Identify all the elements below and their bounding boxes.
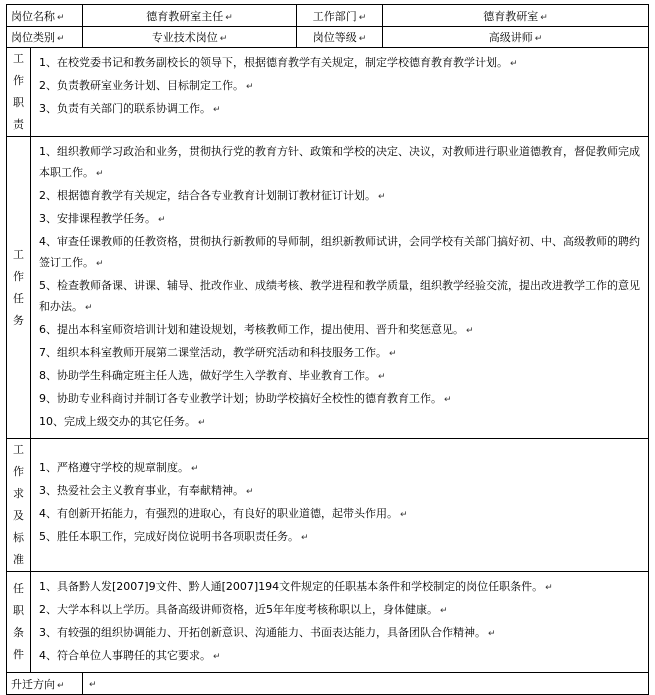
- task-item: 6、提出本科室师资培训计划和建设规划，考核教师工作，提出使用、晋升和奖惩意见。 ↵: [39, 323, 474, 336]
- post-name-label: 岗位名称: [11, 9, 55, 23]
- requirement-item: 1、严格遵守学校的规章制度。 ↵: [39, 461, 199, 474]
- dept-value-cell: 德育教研室 ↵: [383, 5, 649, 27]
- requirement-item: 5、胜任本职工作，完成好岗位说明书各项职责任务。 ↵: [39, 530, 309, 543]
- task-item: 7、组织本科室教师开展第二课堂活动，教学研究活动和科技服务工作。 ↵: [39, 346, 397, 359]
- task-item: 2、根据德育教学有关规定，结合各专业教育计划制订教材征订计划。 ↵: [39, 189, 386, 202]
- post-name-value-cell: 德育教研室主任 ↵: [83, 5, 297, 27]
- task-item: 10、完成上级交办的其它任务。 ↵: [39, 415, 206, 428]
- duties-content-cell: [31, 48, 649, 137]
- category-value-cell: 专业技术岗位 ↵: [83, 27, 297, 48]
- category-label: 岗位类别: [11, 31, 55, 44]
- qualification-item: 1、具备黔人发[2007]9文件、黔人通[2007]194文件规定的任职基本条件和学校制定的岗位任职条件。 ↵: [39, 580, 553, 593]
- duty-item: 3、负责有关部门的联系协调工作。 ↵: [39, 102, 221, 115]
- task-item: 5、检查教师备课、讲课、辅导、批改作业、成绩考核、教学进程和教学质量，组织教学经验交流，提出改进教学工作的意见和办法。 ↵: [39, 279, 640, 313]
- task-item: 8、协助学生科确定班主任人选，做好学生入学教育、毕业教育工作。 ↵: [39, 369, 386, 382]
- dept-label-cell: 工作部门 ↵: [297, 5, 383, 27]
- job-description-table: [6, 4, 649, 695]
- qualifications-row: [7, 572, 649, 673]
- header-row-2: [7, 27, 649, 48]
- header-row-1: [7, 5, 649, 27]
- qualification-item: 2、大学本科以上学历。具备高级讲师资格，近5年年度考核称职以上，身体健康。 ↵: [39, 603, 448, 616]
- level-label: 岗位等级: [312, 31, 357, 44]
- level-value: 高级讲师: [488, 31, 533, 44]
- duty-item: 1、在校党委书记和教务副校长的领导下，根据德育教学有关规定，制定学校德育教育教学计划。 ↵: [39, 56, 518, 69]
- requirement-item: 4、有创新开拓能力，有强烈的进取心，有良好的职业道德，起带头作用。 ↵: [39, 507, 408, 520]
- tasks-row: [7, 137, 649, 439]
- task-item: 3、安排课程教学任务。 ↵: [39, 212, 166, 225]
- dept-label: 工作部门: [312, 9, 357, 23]
- promotion-value-cell: ↵: [83, 673, 649, 695]
- category-value: 专业技术岗位: [151, 31, 218, 44]
- requirement-item: 3、热爱社会主义教育事业，有奉献精神。 ↵: [39, 484, 254, 497]
- task-item: 4、审查任课教师的任教资格，贯彻执行新教师的导师制，组织新教师试讲，会同学校有关部门搞好初、中、高级教师的聘约签订工作。 ↵: [39, 235, 640, 269]
- level-value-cell: 高级讲师 ↵: [383, 27, 649, 48]
- level-label-cell: 岗位等级 ↵: [297, 27, 383, 48]
- promotion-label: 升迁方向: [11, 677, 55, 691]
- requirements-row: [7, 439, 649, 572]
- tasks-label-cell: 工 作 任 务: [7, 137, 31, 439]
- promotion-row: [7, 673, 649, 695]
- task-item: 1、组织教师学习政治和业务，贯彻执行党的教育方针、政策和学校的决定、决议，对教师进行职业道德教育，督促教师完成本职工作。 ↵: [39, 145, 640, 179]
- duties-row: [7, 48, 649, 137]
- duty-item: 2、负责教研室业务计划、目标制定工作。 ↵: [39, 79, 254, 92]
- post-name-value: 德育教研室主任: [146, 9, 224, 23]
- qualification-item: 4、符合单位人事聘任的其它要求。 ↵: [39, 649, 221, 662]
- qualifications-label-cell: 任 职 条 件: [7, 572, 31, 673]
- qualification-item: 3、有较强的组织协调能力、开拓创新意识、沟通能力、书面表达能力，具备团队合作精神。 ↵: [39, 626, 496, 639]
- requirements-label-cell: 工 作 求 及 标 准: [7, 439, 31, 572]
- duties-label-cell: 工 作 职 责: [7, 48, 31, 137]
- qualifications-content-cell: [31, 572, 649, 673]
- dept-value: 德育教研室: [483, 9, 539, 23]
- category-label-cell: 岗位类别 ↵: [7, 27, 83, 48]
- requirements-content-cell: [31, 439, 649, 572]
- post-name-label-cell: 岗位名称 ↵: [7, 5, 83, 27]
- tasks-content-cell: [31, 137, 649, 439]
- promotion-label-cell: 升迁方向 ↵: [7, 673, 83, 695]
- task-item: 9、协助专业科商讨并制订各专业教学计划；协助学校搞好全校性的德育教育工作。 ↵: [39, 392, 452, 405]
